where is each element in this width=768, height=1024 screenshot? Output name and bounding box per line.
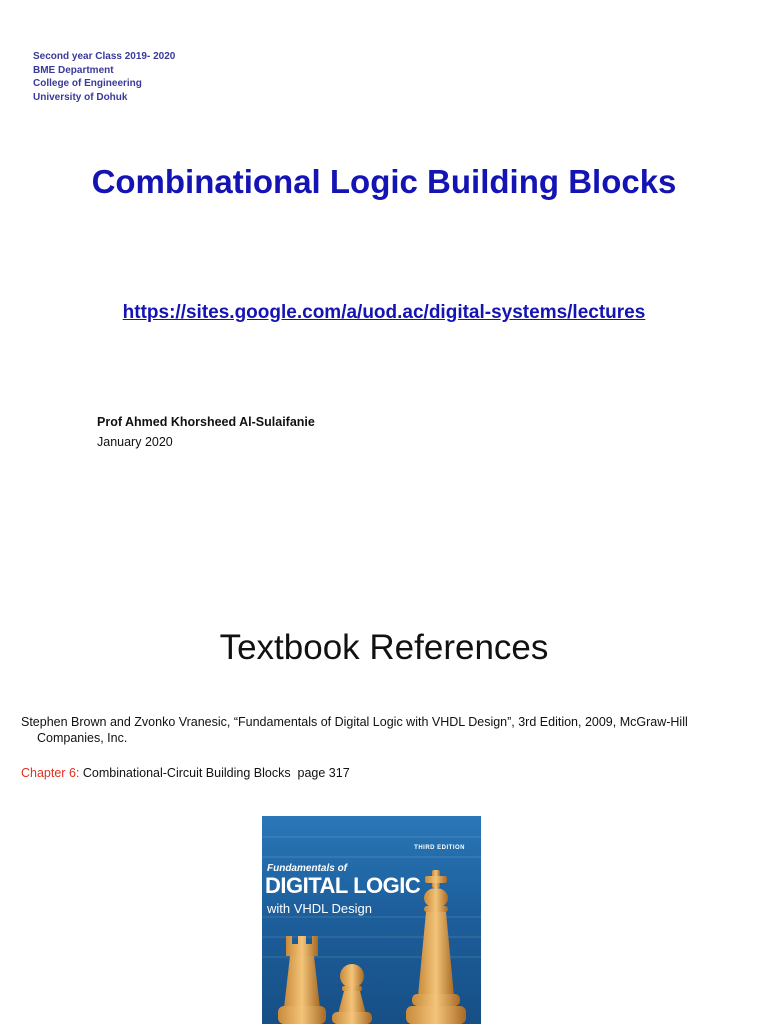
chapter-text: Combinational-Circuit Building Blocks page 317	[79, 766, 350, 780]
university: University of Dohuk	[33, 91, 128, 103]
author-block	[97, 412, 315, 452]
college: College of Engineering	[33, 78, 142, 89]
class-year: Second year Class 2019- 2020	[33, 51, 176, 62]
cover-digital-logic: DIGITAL LOGIC	[265, 873, 421, 898]
book-cover-image	[262, 816, 481, 1024]
citation-line-2: Companies, Inc.	[37, 731, 128, 745]
lectures-link[interactable]: https://sites.google.com/a/uod.ac/digital-systems/lectures	[122, 302, 646, 323]
page-title: Combinational Logic Building Blocks	[91, 163, 677, 200]
cover-fundamentals: Fundamentals of	[267, 863, 348, 874]
edition-label: THIRD EDITION	[414, 845, 465, 851]
chapter-label: Chapter 6:	[21, 766, 80, 780]
rook-piece	[278, 936, 326, 1024]
citation	[21, 714, 741, 746]
citation-line-1: Stephen Brown and Zvonko Vranesic, “Fundamentals of Digital Logic with VHDL Design”, 3rd Edition, 2009, McGraw-Hill	[21, 715, 688, 729]
pawn-piece	[332, 964, 372, 1024]
chapter-reference	[21, 766, 350, 780]
author-date: January 2020	[97, 435, 173, 449]
author-name: Prof Ahmed Khorsheed Al-Sulaifanie	[97, 415, 315, 429]
references-heading: Textbook References	[219, 628, 549, 667]
department: BME Department	[33, 64, 114, 76]
affiliation-block	[33, 50, 175, 104]
cover-vhdl: with VHDL Design	[267, 901, 373, 916]
